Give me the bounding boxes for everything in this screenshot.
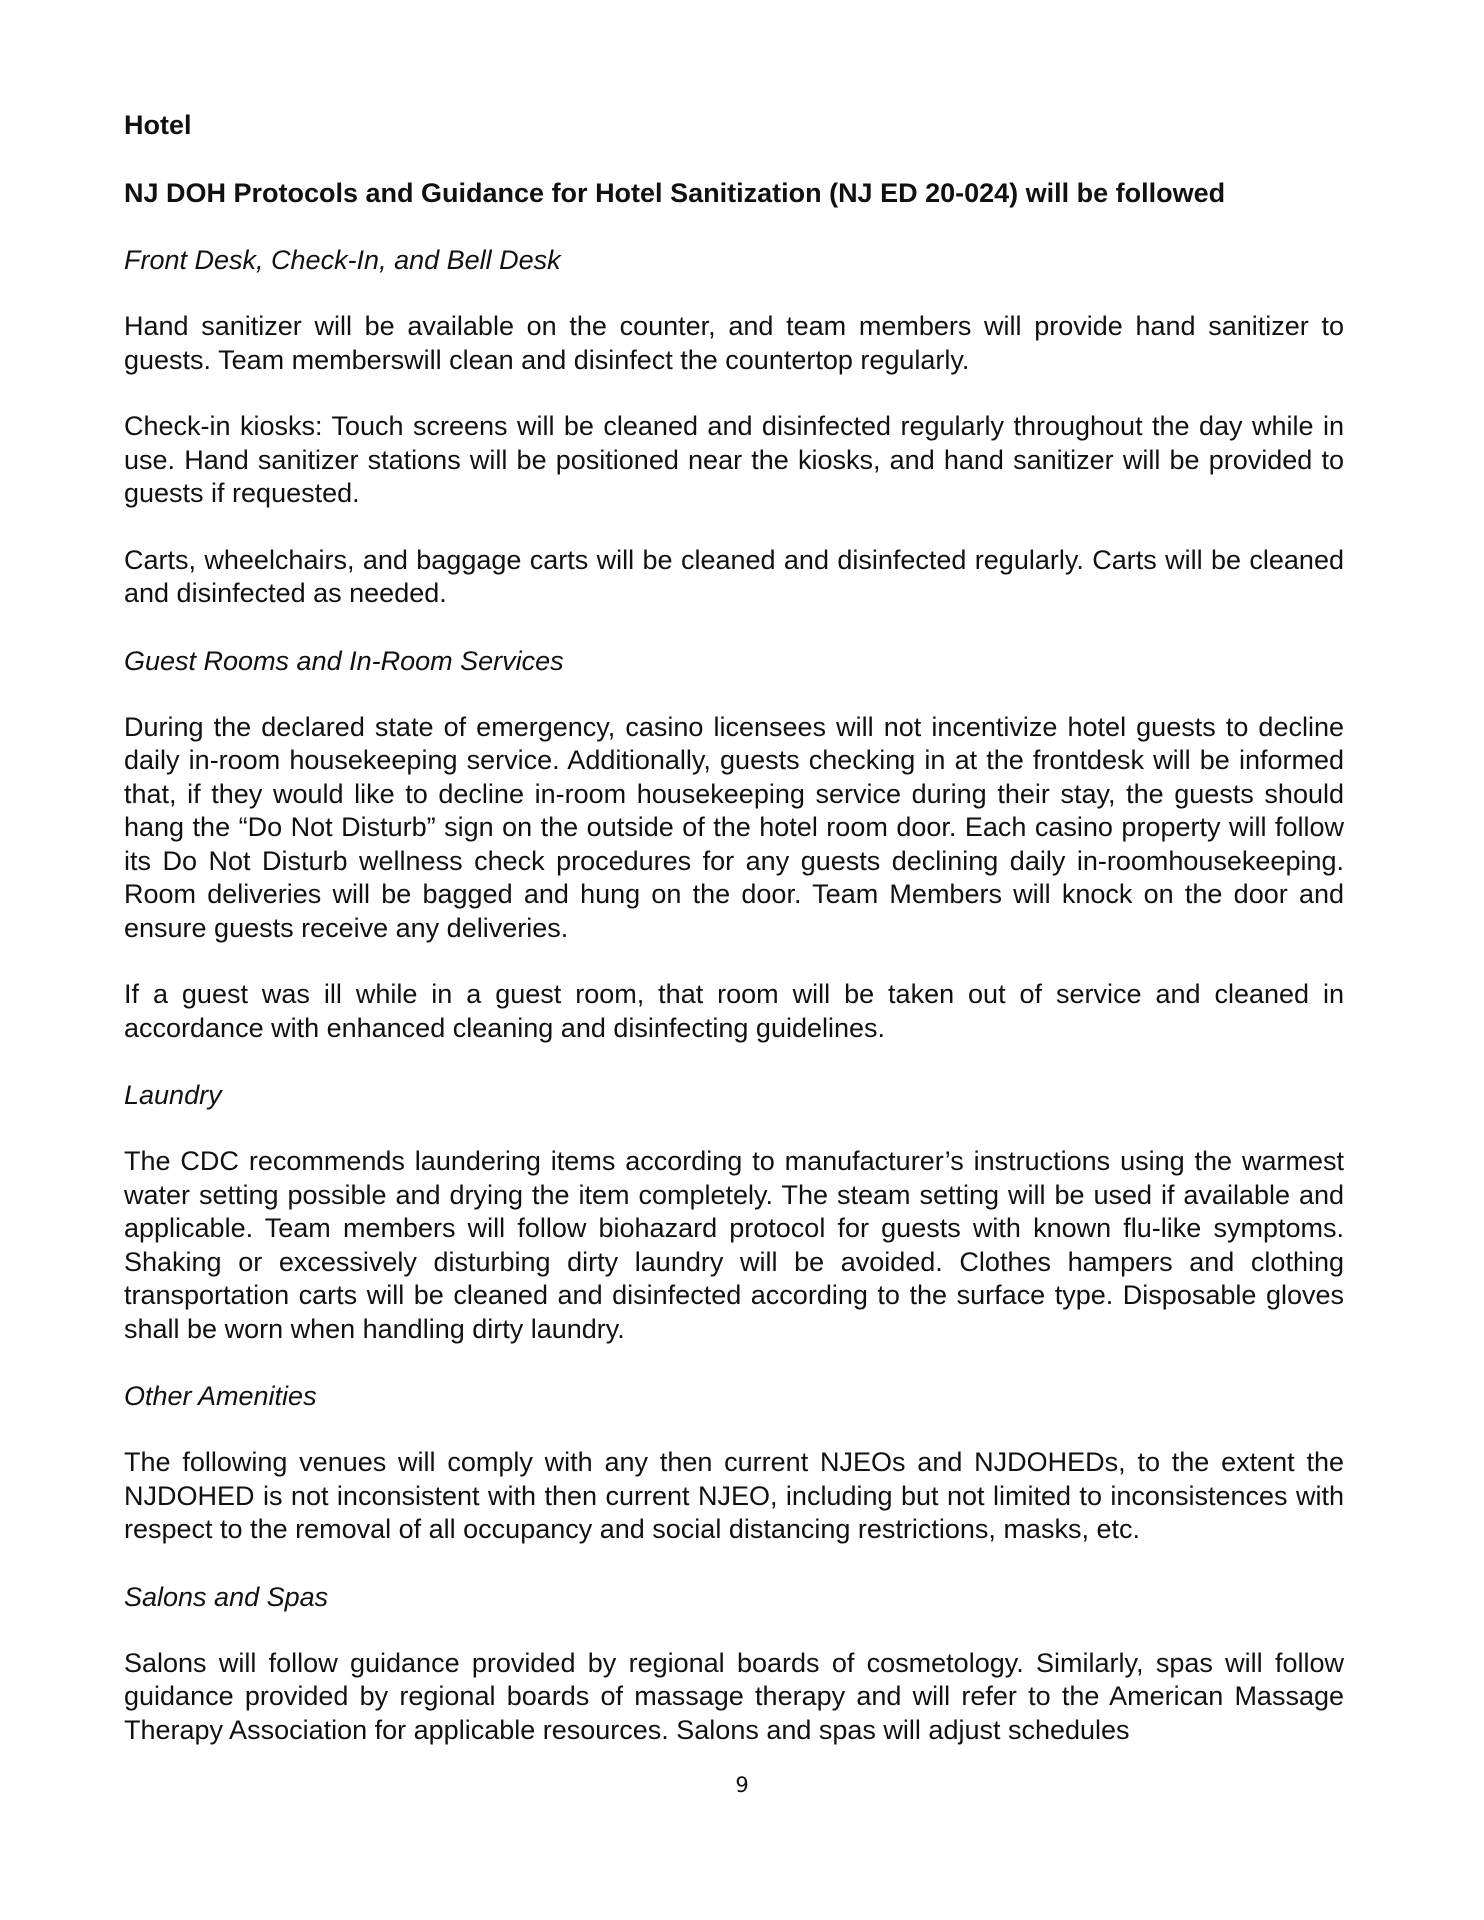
- paragraph: During the declared state of emergency, casino licensees will not incentivize hotel guests to decline daily in-room housekeeping service. Additionally, guests checking in at the frontdesk will be informed that, if they would like to decline in-room housekeeping service during their stay, the guests should hang the “Do Not Disturb” sign on the outside of the hotel room door. Each casino property will follow its Do Not Disturb wellness check procedures for any guests declining daily in-roomhousekeeping. Room deliveries will be bagged and hung on the door. Team Members will knock on the door and ensure guests receive any deliveries.: [124, 711, 1344, 943]
- section-guest-rooms: [124, 644, 1344, 1046]
- section-heading: Laundry: [124, 1080, 222, 1110]
- paragraph: If a guest was ill while in a guest room, that room will be taken out of service and cleaned in accordance with enhanced cleaning and disinfecting guidelines.: [124, 979, 1344, 1043]
- section-heading: Guest Rooms and In-Room Services: [124, 645, 564, 676]
- page-number: 9: [735, 1773, 749, 1797]
- section-salons-spas: [124, 1580, 1344, 1748]
- section-front-desk: [124, 243, 1344, 611]
- paragraph: Carts, wheelchairs, and baggage carts will be cleaned and disinfected regularly. Carts will be cleaned and disinfected as needed.: [124, 544, 1344, 608]
- section-heading: Other Amenities: [124, 1381, 317, 1411]
- page-content: [124, 108, 1344, 1780]
- paragraph: The following venues will comply with any then current NJEOs and NJDOHEDs, to the extent the NJDOHED is not inconsistent with then current NJEO, including but not limited to inconsistences with respect to the removal of all occupancy and social distancing restrictions, masks, etc.: [124, 1447, 1344, 1544]
- section-heading: Salons and Spas: [124, 1581, 329, 1612]
- paragraph: Hand sanitizer will be available on the counter, and team members will provide hand sanitizer to guests. Team memberswill clean and disinfect the countertop regularly.: [124, 311, 1344, 375]
- page-subtitle: NJ DOH Protocols and Guidance for Hotel Sanitization (NJ ED 20-024) will be followed: [124, 178, 1226, 208]
- section-heading: Front Desk, Check-In, and Bell Desk: [124, 245, 561, 275]
- paragraph: Check-in kiosks: Touch screens will be cleaned and disinfected regularly throughout the day while in use. Hand sanitizer stations will be positioned near the kiosks, and hand sanitizer will be provided to guests if requested.: [124, 411, 1344, 508]
- section-other-amenities: [124, 1379, 1344, 1547]
- section-laundry: [124, 1078, 1344, 1346]
- paragraph: Salons will follow guidance provided by regional boards of cosmetology. Similarly, spas will follow guidance provided by regional boards of massage therapy and will refer to the American Massage Therapy Association for applicable resources. Salons and spas will adjust schedules: [124, 1647, 1344, 1745]
- paragraph: The CDC recommends laundering items according to manufacturer’s instructions using the warmest water setting possible and drying the item completely. The steam setting will be used if available and applicable. Team members will follow biohazard protocol for guests with known flu-like symptoms. Shaking or excessively disturbing dirty laundry will be avoided. Clothes hampers and clothing transportation carts will be cleaned and disinfected according to the surface type. Disposable gloves shall be worn when handling dirty laundry.: [124, 1146, 1344, 1344]
- page-title: Hotel: [124, 110, 192, 140]
